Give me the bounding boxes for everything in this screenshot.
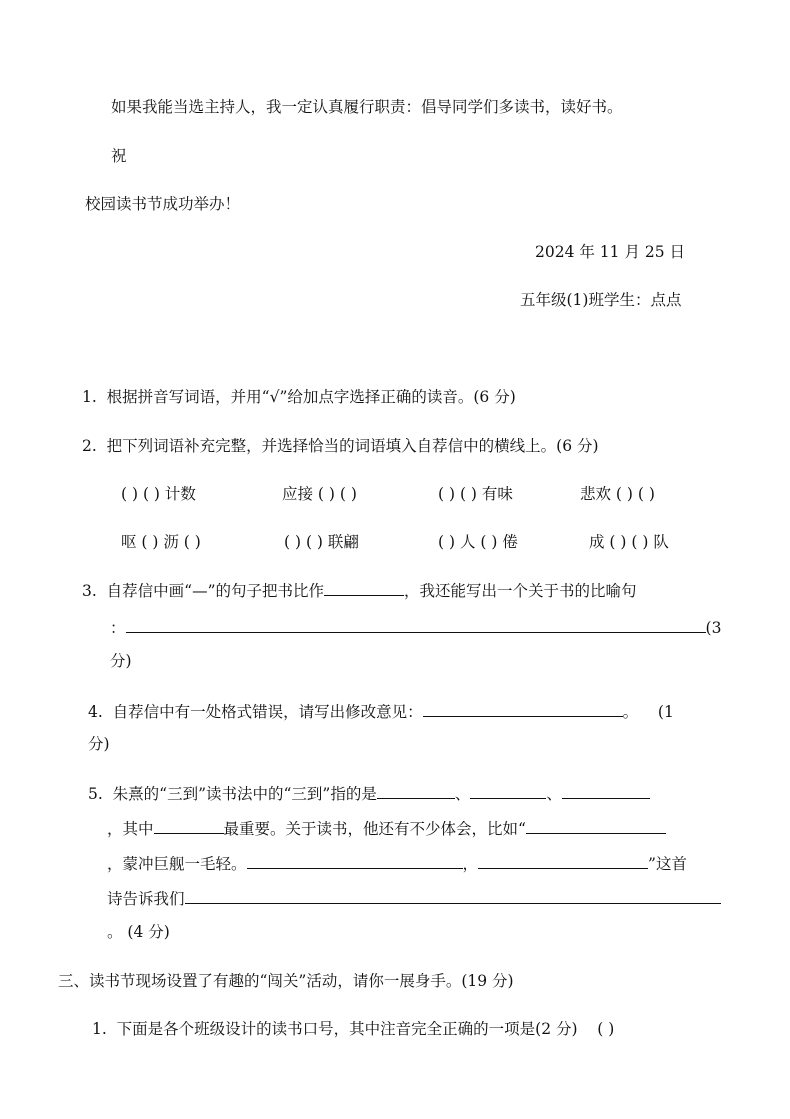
- question-number: 3.: [82, 582, 97, 600]
- answer-blank[interactable]: [562, 782, 650, 799]
- question-4-score: 分): [88, 735, 110, 753]
- answer-blank[interactable]: [470, 782, 546, 799]
- word-fill-3[interactable]: ( ) ( ) 有味: [438, 485, 513, 503]
- answer-blank[interactable]: [423, 700, 623, 717]
- question-5-line4: [107, 887, 721, 910]
- question-text: ”这首: [648, 855, 687, 873]
- score: (3: [705, 619, 722, 637]
- question-text: 最重要。关于读书，他还有不少体会，比如“: [223, 820, 526, 838]
- question-5-line3: [107, 852, 687, 875]
- question-text: ，我还能写出一个关于书的比喻句: [404, 582, 637, 600]
- question-text: 下面是各个班级设计的读书口号，其中注音完全正确的一项是(2 分): [116, 1020, 578, 1038]
- answer-blank[interactable]: [478, 852, 648, 869]
- question-2: [82, 435, 599, 457]
- question-5: [88, 782, 650, 805]
- question-3-score: 分): [110, 652, 132, 670]
- letter-closing-line: 如果我能当选主持人，我一定认真履行职责：倡导同学们多读书，读好书。: [111, 98, 623, 116]
- answer-blank[interactable]: [324, 579, 404, 596]
- question-number: 2.: [82, 437, 97, 455]
- question-3: [82, 579, 637, 602]
- question-1: [82, 386, 516, 408]
- word-fill-4[interactable]: 悲欢 ( ) ( ): [580, 485, 655, 503]
- section-3-heading: 三、读书节现场设置了有趣的“闯关”活动，请你一展身手。(19 分): [58, 972, 514, 990]
- question-text: 朱熹的“三到”读书法中的“三到”指的是: [112, 785, 377, 803]
- answer-blank[interactable]: [126, 616, 706, 633]
- question-3-line2: [110, 616, 721, 639]
- question-text: ，其中: [107, 820, 154, 838]
- question-4: [88, 700, 674, 723]
- letter-signature: 五年级(1)班学生：点点: [520, 291, 682, 309]
- question-number: 1.: [92, 1020, 107, 1038]
- answer-blank[interactable]: [377, 782, 455, 799]
- answer-blank[interactable]: [526, 817, 666, 834]
- question-number: 4.: [88, 703, 103, 721]
- word-fill-6[interactable]: ( ) ( ) 联翩: [284, 533, 359, 551]
- colon: ：: [110, 619, 126, 637]
- question-text: ，蒙冲巨舰一毛轻。: [107, 855, 247, 873]
- answer-parenthesis[interactable]: ( ): [597, 1020, 615, 1038]
- word-fill-2[interactable]: 应接 ( ) ( ): [282, 485, 357, 503]
- word-fill-1[interactable]: ( ) ( ) 计数: [121, 485, 196, 503]
- question-number: 5.: [88, 785, 103, 803]
- question-text: ，: [462, 855, 479, 873]
- separator: 、: [454, 785, 471, 803]
- section-3-question-1: [92, 1018, 614, 1040]
- question-text: 根据拼音写词语，并用“√”给加点字选择正确的读音。(6 分): [106, 388, 516, 406]
- word-fill-7[interactable]: ( ) 人 ( ) 倦: [438, 533, 518, 551]
- question-5-score: 。 (4 分): [107, 923, 170, 941]
- question-text: 。: [622, 703, 639, 721]
- letter-date: 2024 年 11 月 25 日: [535, 243, 686, 261]
- answer-blank[interactable]: [247, 852, 463, 869]
- score: (1: [657, 703, 674, 721]
- question-5-line2: [107, 817, 666, 840]
- word-fill-8[interactable]: 成 ( ) ( ) 队: [589, 533, 669, 551]
- question-text: 自荐信中有一处格式错误，请写出修改意见：: [112, 703, 423, 721]
- question-text: 诗告诉我们: [107, 890, 185, 908]
- letter-zhu: 祝: [111, 147, 127, 165]
- answer-blank[interactable]: [154, 817, 224, 834]
- word-fill-5[interactable]: 呕 ( ) 沥 ( ): [121, 533, 201, 551]
- question-number: 1.: [82, 388, 97, 406]
- letter-wish: 校园读书节成功举办！: [85, 195, 241, 213]
- separator: 、: [546, 785, 562, 803]
- question-text: 把下列词语补充完整，并选择恰当的词语填入自荐信中的横线上。(6 分): [106, 437, 599, 455]
- question-text: 自荐信中画“—”的句子把书比作: [106, 582, 325, 600]
- answer-blank[interactable]: [185, 887, 721, 904]
